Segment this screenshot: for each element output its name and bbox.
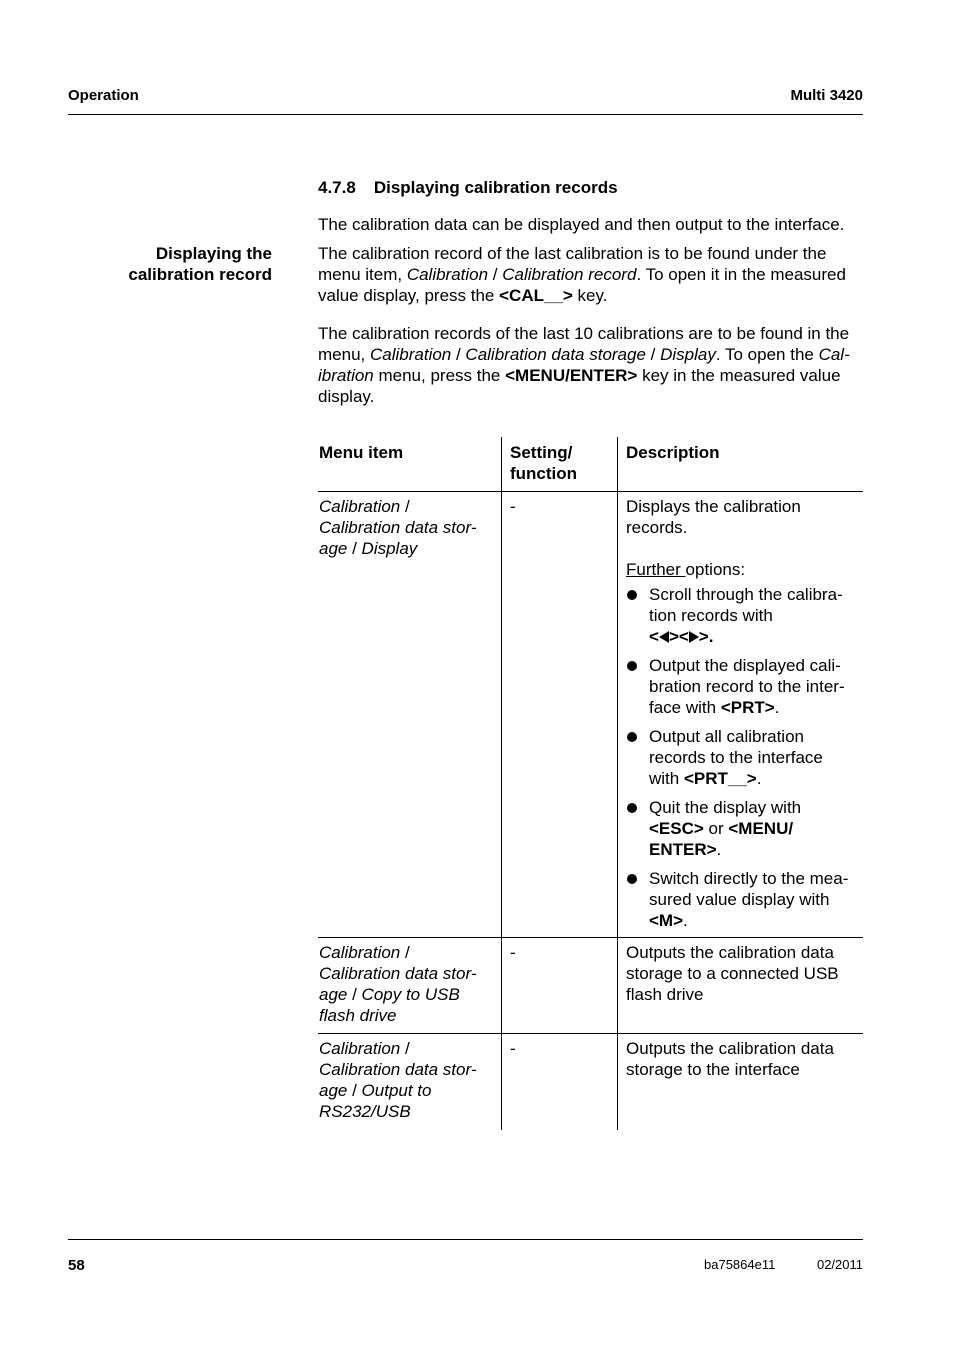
bullet-dot-icon [627, 803, 637, 813]
side-heading [128, 243, 272, 285]
bullet-text: Output the displayed cali- [649, 656, 841, 675]
desc-text: Displays the calibration [626, 497, 801, 516]
menu-text: Calibration [319, 1039, 401, 1058]
side-heading-line1: Displaying the [155, 244, 272, 263]
row2-menu-item [319, 942, 477, 1026]
text: key. [572, 286, 608, 305]
bullet-dot-icon [627, 874, 637, 884]
text: value display, press the [318, 286, 500, 305]
menu-sep: / [400, 497, 410, 516]
paragraph-2 [318, 323, 850, 407]
key-ref: < [649, 627, 659, 646]
menu-sep: / [347, 985, 362, 1004]
row-divider-2 [318, 1033, 863, 1034]
document-date: 02/2011 [816, 1257, 863, 1272]
bullet-scroll [626, 584, 861, 647]
desc-text: Outputs the calibration data [626, 943, 834, 962]
table-header-menu-item: Menu item [319, 443, 404, 462]
key-ref: <MENU/ [728, 819, 794, 838]
menu-text: Output to [361, 1081, 432, 1100]
menu-text: age [319, 1081, 348, 1100]
left-triangle-icon [659, 631, 669, 643]
desc-text: records. [626, 518, 688, 537]
row2-setting: - [510, 943, 516, 962]
menu-ref: Calibration record [502, 265, 637, 284]
bullet-text: with [649, 769, 684, 788]
column-divider-1 [501, 437, 502, 1130]
row3-description [626, 1038, 834, 1080]
text: . To open the [715, 345, 819, 364]
key-ref: <PRT__> [683, 769, 757, 788]
bullet-text: Output all calibration [649, 727, 804, 746]
header-rule [68, 114, 863, 115]
menu-ref: Calibration data storage [465, 345, 646, 364]
text: . To open it in the measured [636, 265, 846, 284]
menu-text: RS232/USB [319, 1102, 411, 1121]
menu-ref: Cal- [818, 345, 850, 364]
paragraph-1 [318, 243, 846, 306]
menu-text: flash drive [319, 1006, 397, 1025]
section-number: 4.7.8 [318, 178, 356, 197]
bullet-text: . [756, 769, 762, 788]
key-ref: >. [698, 627, 714, 646]
key-ref: <CAL__> [499, 286, 573, 305]
bullet-text: Quit the display with [649, 798, 802, 817]
para2-line3 [318, 365, 850, 386]
section-title: Displaying calibration records [373, 178, 618, 197]
header-row-divider [318, 491, 863, 492]
document-code: ba75864e11 [704, 1257, 776, 1272]
bullet-text: or [703, 819, 729, 838]
para2-line4: display. [318, 387, 375, 406]
desc-text: storage to the interface [626, 1060, 800, 1079]
further-label-rest: options: [685, 560, 746, 579]
table-header-setting [510, 442, 577, 484]
bullet-dot-icon [627, 590, 637, 600]
further-label: Further [626, 560, 686, 579]
bullet-switch [626, 868, 861, 931]
desc-text: storage to a connected USB [626, 964, 839, 983]
para1-line1: The calibration record of the last calibration is to be found under the [318, 244, 827, 263]
menu-text: Calibration [319, 497, 401, 516]
row3-menu-item [319, 1038, 477, 1122]
bullet-text: tion records with [649, 606, 773, 625]
menu-text: Copy to USB [361, 985, 460, 1004]
key-ref: >< [668, 627, 689, 646]
bullet-text: . [774, 698, 780, 717]
menu-text: Calibration [319, 943, 401, 962]
para1-line3 [318, 285, 846, 306]
menu-ref: Display [660, 345, 716, 364]
bullet-quit [626, 797, 861, 860]
bullet-text: sured value display with [649, 890, 830, 909]
header-left: Operation [68, 87, 139, 104]
para1-line2 [318, 264, 846, 285]
text: / [645, 345, 661, 364]
text: menu item, [318, 265, 407, 284]
bullet-dot-icon [627, 661, 637, 671]
menu-text: Display [361, 539, 418, 558]
menu-ref: Calibration [369, 345, 452, 364]
bullet-text: Switch directly to the mea- [649, 869, 849, 888]
header-right: Multi 3420 [790, 87, 863, 104]
text: / [451, 345, 466, 364]
key-ref: ENTER> [649, 840, 717, 859]
menu-text: Calibration data stor- [319, 964, 477, 983]
desc-text: Outputs the calibration data [626, 1039, 834, 1058]
menu-sep: / [400, 1039, 410, 1058]
text: menu, [318, 345, 370, 364]
text: key in the measured value [637, 366, 841, 385]
menu-sep: / [400, 943, 410, 962]
bullet-text: face with [649, 698, 721, 717]
key-ref: <M> [649, 911, 684, 930]
menu-ref: ibration [318, 366, 374, 385]
bullet-text: . [716, 840, 722, 859]
bullet-text: bration record to the inter- [649, 677, 845, 696]
bullet-dot-icon [627, 732, 637, 742]
menu-text: age [319, 539, 348, 558]
header-text: function [510, 464, 578, 483]
bullet-output-all [626, 726, 861, 789]
row1-setting: - [510, 497, 516, 516]
para2-line1: The calibration records of the last 10 calibrations are to be found in the [318, 324, 850, 343]
bullet-text: Scroll through the calibra- [649, 585, 843, 604]
bullet-output-displayed [626, 655, 861, 718]
bullet-text: records to the interface [649, 748, 823, 767]
section-heading [318, 178, 618, 198]
row1-menu-item [319, 496, 477, 559]
menu-sep: / [347, 539, 362, 558]
key-ref: <MENU/ENTER> [505, 366, 638, 385]
text: menu, press the [373, 366, 506, 385]
key-ref: <ESC> [649, 819, 704, 838]
header-text: Setting/ [510, 443, 573, 462]
row3-setting: - [510, 1039, 516, 1058]
menu-table [318, 437, 863, 1130]
right-triangle-icon [689, 631, 699, 643]
side-heading-line2: calibration record [128, 265, 272, 284]
column-divider-2 [617, 437, 618, 1130]
bullet-text: . [683, 911, 688, 930]
menu-text: Calibration data stor- [319, 518, 477, 537]
row2-description [626, 942, 839, 1005]
table-header-description: Description [626, 443, 720, 462]
menu-sep: / [347, 1081, 362, 1100]
menu-text: age [319, 985, 348, 1004]
intro-paragraph: The calibration data can be displayed and then output to the interface. [318, 215, 845, 234]
key-ref: <PRT> [720, 698, 775, 717]
footer-rule [68, 1239, 863, 1240]
text: / [488, 265, 503, 284]
menu-ref: Calibration [406, 265, 489, 284]
menu-text: Calibration data stor- [319, 1060, 477, 1079]
page-number: 58 [68, 1257, 85, 1274]
para2-line2 [318, 344, 850, 365]
desc-text: flash drive [626, 985, 704, 1004]
row1-description [626, 496, 861, 939]
